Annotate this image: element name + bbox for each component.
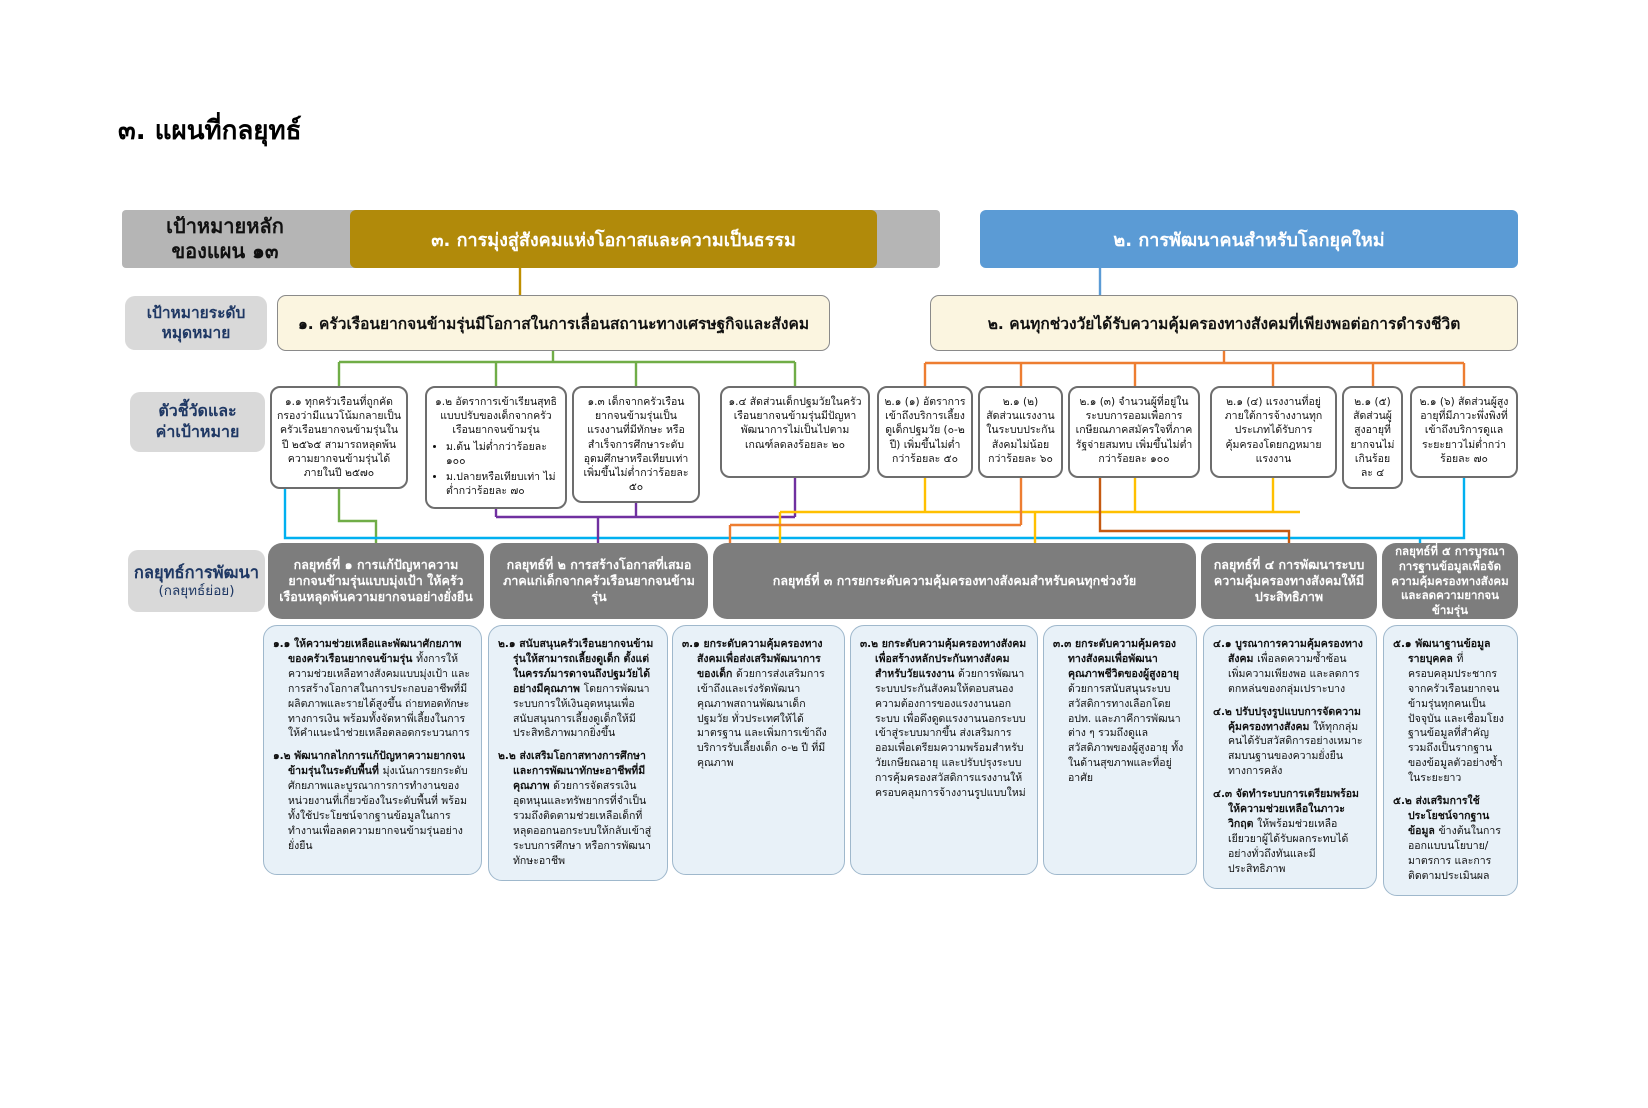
detail-item — [1393, 794, 1508, 883]
indicator-box-2-1-2: ๒.๑ (๒) สัดส่วนแรงงานในระบบประกันสังคมไม่น้อยกว่าร้อยละ ๖๐ — [978, 386, 1063, 478]
detail-item-heading: ๓.๓ ยกระดับความคุ้มครองทางสังคมเพื่อพัฒนาคุณภาพชีวิตของผู้สูงอายุ — [1053, 638, 1179, 680]
detail-item-text: ด้วยการจัดสรรเงินอุดหนุนและทรัพยากรที่จำเป็น รวมถึงติดตามช่วยเหลือเด็กที่หลุดออกนอกระบบให้กลับเข้าสู่ระบบการศึกษา หรือการพัฒนาทักษะอาชีพ — [513, 780, 652, 867]
detail-item-heading: ๔.๑ บูรณาการความคุ้มครองทางสังคม — [1213, 638, 1363, 665]
detail-item-text: เพื่อลดความซ้ำซ้อน เพิ่มความเพียงพอ และลดการตกหล่นของกลุ่มเปราะบาง — [1228, 652, 1360, 695]
detail-item-text: มุ่งเน้นการยกระดับศักยภาพและบูรณาการการทำงานของหน่วยงานที่เกี่ยวข้องในระดับพื้นที่ พร้อมทั้งใช้ประโยชน์จากฐานข้อมูลในการทำงานเพื่อลดความยากจนข้ามรุ่นอย่างยั่งยืน — [288, 765, 468, 852]
milestone-label-line1: เป้าหมายระดับ — [146, 303, 246, 322]
detail-item — [273, 749, 472, 853]
indicator-1-2-bullet: • ม.ต้น ไม่ต่ำกว่าร้อยละ ๑๐๐ — [446, 440, 560, 468]
detail-item-heading: ๒.๑ สนับสนุนครัวเรือนยากจนข้ามรุ่นให้สามารถเลี้ยงดูเด็ก ตั้งแต่ในครรภ์มารดาจนถึงปฐมวัยได้อย่างมีคุณภาพ — [498, 638, 654, 695]
connector-green-bracket — [339, 351, 795, 390]
detail-item — [273, 637, 472, 741]
connector-orange-bracket — [925, 351, 1464, 390]
plan-goal-3-box: ๓. การมุ่งสู่สังคมแห่งโอกาสและความเป็นธรรม — [350, 210, 877, 268]
detail-item-text: ด้วยการส่งเสริมการเข้าถึงและเร่งรัดพัฒนาคุณภาพสถานพัฒนาเด็กปฐมวัย ทั่วประเทศให้ได้มาตรฐาน และเพิ่มการเข้าถึงบริการรับเลี้ยงเด็ก ๐-๒ ปี ที่มีคุณภาพ — [697, 667, 827, 770]
detail-item — [1213, 705, 1367, 780]
detail-item-text: ด้วยการพัฒนาระบบประกันสังคมให้ตอบสนองความต้องการของแรงงานนอกระบบ เพื่อดึงดูดแรงงานนอกระบบเข้าสู่ระบบมากขึ้น ส่งเสริมการออมเพื่อเตรียมความพร้อมสำหรับวัยเกษียณอายุ และปรับปรุงระบบการคุ้มครองสวัสดิการแรงงานให้ครอบคลุมการจ้างงานรูปแบบใหม่ — [875, 667, 1026, 800]
indicator-box-1-1: ๑.๑ ทุกครัวเรือนที่ถูกคัดกรองว่ามีแนวโน้มกลายเป็นครัวเรือนยากจนข้ามรุ่นในปี ๒๕๖๕ สามารถหลุดพ้นความยากจนข้ามรุ่นได้ภายในปี ๒๕๗๐ — [270, 386, 408, 489]
plan-goal-2-box: ๒. การพัฒนาคนสำหรับโลกยุคใหม่ — [980, 210, 1518, 268]
indicator-1-2-bullets — [432, 440, 560, 499]
detail-item-text: โดยการพัฒนาระบบการให้เงินอุดหนุนเพื่อสนับสนุนการเลี้ยงดูเด็กให้มีประสิทธิภาพมากยิ่งขึ้น — [513, 682, 650, 740]
indicator-1-2-text: ๑.๒ อัตราการเข้าเรียนสุทธิแบบปรับของเด็กจากครัวเรือนยากจนข้ามรุ่น — [435, 396, 557, 437]
detail-item-text: ให้ทุกกลุ่มคนได้รับสวัสดิการอย่างเหมาะสมบนฐานของความยั่งยืนทางการคลัง — [1228, 720, 1363, 778]
detail-item-text: ทั้งการให้ความช่วยเหลือทางสังคมแบบมุ่งเป้า และการสร้างโอกาสในการประกอบอาชีพที่มีผลิตภาพและรายได้สูงขึ้น ถ่ายทอดทักษะทางการเงิน พร้อมทั้งจัดหาพี่เลี้ยงในการให้คำแนะนำช่วยเหลือตลอดกระบวนการ — [288, 652, 471, 740]
detail-item — [1213, 637, 1367, 697]
page-title: ๓. แผนที่กลยุทธ์ — [118, 116, 302, 146]
detail-item-heading: ๔.๒ ปรับปรุงรูปแบบการจัดความคุ้มครองทางสังคม — [1213, 705, 1361, 733]
milestone-2-box: ๒. คนทุกช่วงวัยได้รับความคุ้มครองทางสังคมที่เพียงพอต่อการดำรงชีวิต — [930, 295, 1518, 351]
detail-item-heading: ๕.๒ ส่งเสริมการใช้ประโยชน์จากฐานข้อมูล — [1393, 795, 1490, 837]
indicator-box-1-3: ๑.๓ เด็กจากครัวเรือนยากจนข้ามรุ่นเป็นแรงงานที่มีทักษะ หรือสำเร็จการศึกษาระดับอุดมศึกษาหรือเทียบเท่า เพิ่มขึ้นไม่ต่ำกว่าร้อยละ ๕๐ — [572, 386, 700, 503]
indicators-label-line1: ตัวชี้วัดและ — [158, 401, 237, 421]
detail-item — [498, 749, 658, 868]
strategy-2-header: กลยุทธ์ที่ ๒ การสร้างโอกาสที่เสมอภาคแก่เด็กจากครัวเรือนยากจนข้ามรุ่น — [490, 543, 708, 619]
plan-goal-label-line1: เป้าหมายหลัก — [166, 214, 284, 238]
strategy-3-details-worker — [850, 625, 1038, 875]
detail-item-heading: ๓.๑ ยกระดับความคุ้มครองทางสังคมเพื่อส่งเสริมพัฒนาการของเด็ก — [682, 638, 823, 680]
detail-item-text: ข้างต้นในการออกแบบนโยบาย/มาตรการ และการติดตามประเมินผล — [1408, 824, 1501, 882]
milestone-label-line2: หมุดหมาย — [161, 324, 231, 342]
detail-item — [498, 637, 658, 741]
indicator-box-1-2 — [425, 386, 567, 509]
milestone-label — [125, 296, 267, 350]
detail-item-heading: ๓.๒ ยกระดับความคุ้มครองทางสังคมเพื่อสร้างหลักประกันทางสังคมสำหรับวัยแรงงาน — [860, 638, 1027, 680]
indicators-label — [130, 392, 265, 452]
detail-item — [1393, 637, 1508, 786]
detail-item-heading: ๕.๑ พัฒนาฐานข้อมูลรายบุคคล — [1393, 638, 1491, 665]
indicator-1-2-bullet: • ม.ปลายหรือเทียบเท่า ไม่ต่ำกว่าร้อยละ ๗๐ — [446, 470, 560, 498]
detail-item — [860, 637, 1028, 801]
indicator-box-2-1-5: ๒.๑ (๕) สัดส่วนผู้สูงอายุที่ยากจนไม่เกินร้อยละ ๔ — [1342, 386, 1403, 489]
indicators-label-line2: ค่าเป้าหมาย — [155, 422, 240, 441]
strategies-label-line1: กลยุทธ์การพัฒนา — [133, 562, 260, 582]
strategy-5-header: กลยุทธ์ที่ ๕ การบูรณาการฐานข้อมูลเพื่อจัดความคุ้มครองทางสังคมและลดความยากจนข้ามรุ่น — [1382, 543, 1518, 619]
indicator-box-1-4: ๑.๔ สัดส่วนเด็กปฐมวัยในครัวเรือนยากจนข้ามรุ่นมีปัญหาพัฒนาการไม่เป็นไปตามเกณฑ์ลดลงร้อยละ ๒๐ — [720, 386, 870, 478]
strategies-label-line2: (กลยุทธ์ย่อย) — [158, 582, 235, 599]
strategy-5-details — [1383, 625, 1518, 896]
strategy-2-details — [488, 625, 668, 881]
indicator-box-2-1-3: ๒.๑ (๓) จำนวนผู้ที่อยู่ในระบบการออมเพื่อการเกษียณภาคสมัครใจที่ภาครัฐจ่ายสมทบ เพิ่มขึ้นไม่ต่ำกว่าร้อยละ ๑๐๐ — [1068, 386, 1200, 478]
detail-item-heading: ๑.๑ ให้ความช่วยเหลือและพัฒนาศักยภาพของครัวเรือนยากจนข้ามรุ่น — [273, 638, 462, 665]
detail-item-text: ด้วยการสนับสนุนระบบสวัสดิการทางเลือกโดย อปท. และภาคีการพัฒนาต่าง ๆ รวมถึงดูแลสวัสดิภาพของผู้สูงอายุ ทั้งในด้านสุขภาพและที่อยู่อาศัย — [1068, 682, 1184, 785]
detail-item-heading: ๒.๒ ส่งเสริมโอกาสทางการศึกษาและการพัฒนาทักษะอาชีพที่มีคุณภาพ — [498, 750, 646, 793]
plan-goal-label-line2: ของแผน ๑๓ — [171, 239, 279, 263]
detail-item-heading: ๑.๒ พัฒนากลไกการแก้ปัญหาความยากจนข้ามรุ่นในระดับพื้นที่ — [273, 750, 466, 778]
strategy-3-header: กลยุทธ์ที่ ๓ การยกระดับความคุ้มครองทางสังคมสำหรับคนทุกช่วงวัย — [713, 543, 1196, 619]
detail-item-text: ให้พร้อมช่วยเหลือเยียวยาผู้ได้รับผลกระทบได้อย่างทั่วถึงทันและมีประสิทธิภาพ — [1228, 817, 1349, 875]
strategy-3-details-elderly — [1043, 625, 1197, 875]
strategy-1-header: กลยุทธ์ที่ ๑ การแก้ปัญหาความยากจนข้ามรุ่นแบบมุ่งเป้า ให้ครัวเรือนหลุดพ้นความยากจนอย่างยั่งยืน — [268, 543, 484, 619]
detail-item — [1053, 637, 1187, 786]
strategy-3-details-child — [672, 625, 845, 875]
indicator-box-2-1-4: ๒.๑ (๔) แรงงานที่อยู่ภายใต้การจ้างงานทุกประเภทได้รับการคุ้มครองโดยกฎหมายแรงงาน — [1210, 386, 1337, 478]
detail-item-text: ที่ครอบคลุมประชากรจากครัวเรือนยากจนข้ามรุ่นทุกคนเป็นปัจจุบัน และเชื่อมโยงฐานข้อมูลที่สำคัญ รวมถึงเป็นรากฐานของข้อมูลตัวอย่างซ้ำในระยะยาว — [1408, 652, 1504, 785]
detail-item — [682, 637, 835, 771]
strategy-4-details — [1203, 625, 1377, 889]
strategy-1-details — [263, 625, 482, 875]
plan-goal-label — [122, 210, 328, 268]
indicator-box-2-1-1: ๒.๑ (๑) อัตราการเข้าถึงบริการเลี้ยงดูเด็กปฐมวัย (๐-๒ ปี) เพิ่มขึ้นไม่ต่ำกว่าร้อยละ ๕๐ — [877, 386, 973, 478]
detail-item-heading: ๔.๓ จัดทำระบบการเตรียมพร้อมให้ความช่วยเหลือในภาวะวิกฤต — [1213, 788, 1359, 830]
strategies-label — [128, 550, 265, 612]
milestone-1-box: ๑. ครัวเรือนยากจนข้ามรุ่นมีโอกาสในการเลื่อนสถานะทางเศรษฐกิจและสังคม — [277, 295, 830, 351]
detail-item — [1213, 787, 1367, 876]
indicator-box-2-1-6: ๒.๑ (๖) สัดส่วนผู้สูงอายุที่มีภาวะพึ่งพิงที่เข้าถึงบริการดูแลระยะยาวไม่ต่ำกว่าร้อยละ ๗๐ — [1410, 386, 1518, 478]
strategy-4-header: กลยุทธ์ที่ ๔ การพัฒนาระบบความคุ้มครองทางสังคมให้มีประสิทธิภาพ — [1201, 543, 1377, 619]
